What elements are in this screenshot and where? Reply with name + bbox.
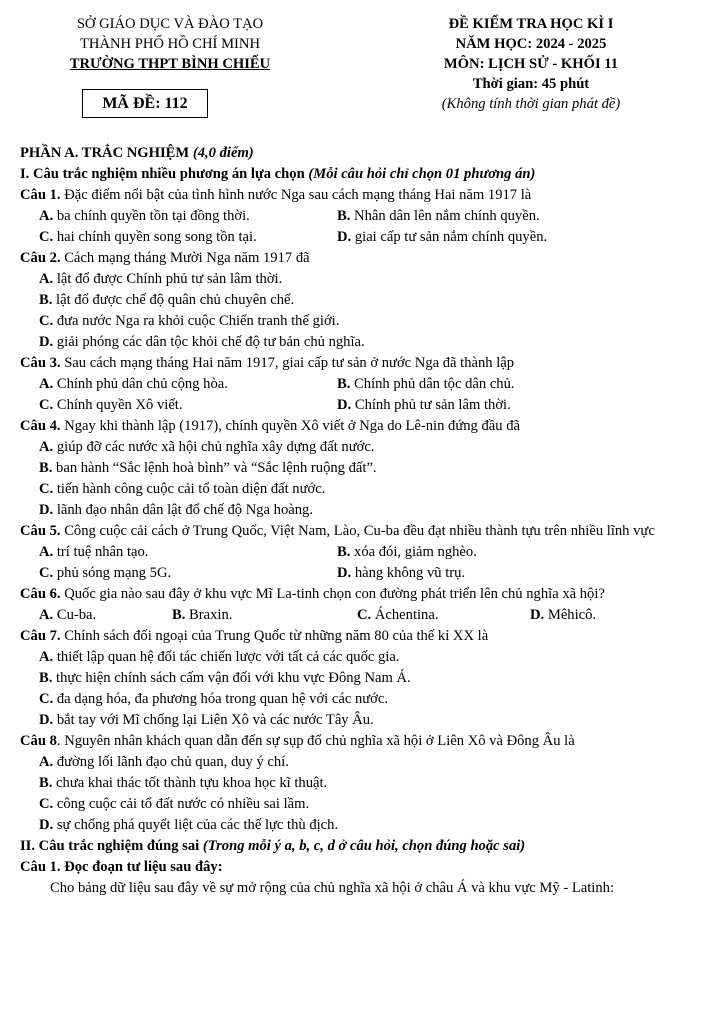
option-d: D. Chính phủ tư sản lâm thời. xyxy=(337,397,511,413)
question-number: Câu 1. xyxy=(20,859,61,875)
section-1-heading xyxy=(20,164,690,185)
exam-title: ĐỀ KIỂM TRA HỌC KÌ I xyxy=(448,16,614,32)
option-d: D. giải phóng các dân tộc khỏi chế độ tư bản chủ nghĩa. xyxy=(39,334,365,350)
option-b: B. ban hành “Sắc lệnh hoà bình” và “Sắc lệnh ruộng đất”. xyxy=(39,460,377,476)
question-2 xyxy=(20,248,690,269)
option-b: B. Braxin. xyxy=(172,607,233,623)
question-number: Câu 4. xyxy=(20,418,61,434)
question-text: Sau cách mạng tháng Hai năm 1917, giai cấp tư sản ở nước Nga đã thành lập xyxy=(60,355,515,371)
question-text: Ngay khi thành lập (1917), chính quyền Xô viết ở Nga do Lê-nin đứng đầu đã xyxy=(60,418,520,434)
question-7 xyxy=(20,626,690,647)
part-a-heading xyxy=(20,143,690,164)
option-d: D. bắt tay với Mĩ chống lại Liên Xô và các nước Tây Âu. xyxy=(39,712,374,728)
passage-text: Cho bảng dữ liệu sau đây về sự mở rộng của chủ nghĩa xã hội ở châu Á và khu vực Mỹ - Latinh: xyxy=(50,880,615,896)
section-2-heading xyxy=(20,836,690,857)
question-3 xyxy=(20,353,690,374)
section-2-question-1 xyxy=(20,857,690,878)
question-number: Câu 6. xyxy=(20,586,61,602)
question-number: Câu 3. xyxy=(20,355,61,371)
question-5 xyxy=(20,521,690,542)
department-name: SỞ GIÁO DỤC VÀ ĐÀO TẠO xyxy=(76,16,264,32)
question-4 xyxy=(20,416,690,437)
question-number: Câu 2. xyxy=(20,250,61,266)
question-6 xyxy=(20,584,690,605)
option-d: D. giai cấp tư sản nắm chính quyền. xyxy=(337,229,548,245)
part-a-title: PHẦN A. TRẮC NGHIỆM xyxy=(20,145,190,161)
question-text: Cách mạng tháng Mười Nga năm 1917 đã xyxy=(60,250,310,266)
option-row xyxy=(20,563,690,584)
option-a: A. Cu-ba. xyxy=(39,607,97,623)
option-c: C. phủ sóng mạng 5G. xyxy=(39,565,172,581)
option-b: B. Chính phủ dân tộc dân chủ. xyxy=(337,376,515,392)
option-b: B. chưa khai thác tốt thành tựu khoa học kĩ thuật. xyxy=(39,775,328,791)
option-b: B. lật đổ được chế độ quân chủ chuyên chế. xyxy=(39,292,295,308)
header-left xyxy=(20,14,320,74)
option-d: D. sự chống phá quyết liệt của các thế lực thù địch. xyxy=(39,817,339,833)
city-name: THÀNH PHỐ HỒ CHÍ MINH xyxy=(80,36,260,52)
question-1 xyxy=(20,185,690,206)
option-a: A. Chính phủ dân chủ cộng hòa. xyxy=(39,376,228,392)
option-d: D. lãnh đạo nhân dân lật đổ chế độ Nga hoàng. xyxy=(39,502,313,518)
option-b: B. xóa đói, giảm nghèo. xyxy=(337,544,477,560)
question-text: Chính sách đối ngoại của Trung Quốc từ những năm 80 của thế kỉ XX là xyxy=(60,628,489,644)
option-c: C. đưa nước Nga ra khỏi cuộc Chiến tranh thế giới. xyxy=(39,313,340,329)
option-a: A. giúp đỡ các nước xã hội chủ nghĩa xây dựng đất nước. xyxy=(39,439,375,455)
duration: Thời gian: 45 phút xyxy=(472,76,590,92)
question-number: Câu 1. xyxy=(20,187,61,203)
school-name: TRƯỜNG THPT BÌNH CHIỂU xyxy=(69,56,271,72)
option-c: C. hai chính quyền song song tồn tại. xyxy=(39,229,257,245)
option-c: C. tiến hành công cuộc cải tổ toàn diện đất nước. xyxy=(39,481,326,497)
option-row xyxy=(20,605,690,626)
exam-code-box xyxy=(82,89,208,118)
option-d: D. Mêhicô. xyxy=(530,607,597,623)
option-a: A. đường lối lãnh đạo chủ quan, duy ý chí. xyxy=(39,754,289,770)
option-a: A. thiết lập quan hệ đối tác chiến lược với tất cả các quốc gia. xyxy=(39,649,400,665)
exam-code: MÃ ĐỀ: 112 xyxy=(102,95,188,112)
part-a-points: (4,0 điểm) xyxy=(192,145,254,161)
question-number: Câu 7. xyxy=(20,628,61,644)
school-year: NĂM HỌC: 2024 - 2025 xyxy=(455,36,607,52)
option-c: C. công cuộc cải tổ đất nước có nhiều sai lầm. xyxy=(39,796,310,812)
question-text: Quốc gia nào sau đây ở khu vực Mĩ La-tinh chọn con đường phát triển lên chủ nghĩa xã hội? xyxy=(60,586,605,602)
time-note: (Không tính thời gian phát đề) xyxy=(441,96,621,112)
option-row xyxy=(20,374,690,395)
option-c: C. đa dạng hóa, đa phương hóa trong quan hệ với các nước. xyxy=(39,691,389,707)
question-number: Câu 5. xyxy=(20,523,61,539)
question-text: . Nguyên nhân khách quan dẫn đến sự sụp đổ chủ nghĩa xã hội ở Liên Xô và Đông Âu là xyxy=(56,733,575,749)
option-c: C. Áchentina. xyxy=(357,607,439,623)
option-a: A. trí tuệ nhân tạo. xyxy=(39,544,149,560)
option-c: C. Chính quyền Xô viết. xyxy=(39,397,183,413)
option-b: B. Nhân dân lên nắm chính quyền. xyxy=(337,208,540,224)
option-b: B. thực hiện chính sách cấm vận đối với khu vực Đông Nam Á. xyxy=(39,670,411,686)
question-8 xyxy=(20,731,690,752)
section-1-title: I. Câu trắc nghiệm nhiều phương án lựa chọn xyxy=(20,166,305,182)
option-row xyxy=(20,395,690,416)
header-right xyxy=(376,14,686,114)
option-row xyxy=(20,227,690,248)
option-d: D. hàng không vũ trụ. xyxy=(337,565,466,581)
subject: MÔN: LỊCH SỬ - KHỐI 11 xyxy=(443,56,619,72)
question-text: Đọc đoạn tư liệu sau đây: xyxy=(60,859,223,875)
option-a: A. ba chính quyền tồn tại đồng thời. xyxy=(39,208,250,224)
question-text: Công cuộc cải cách ở Trung Quốc, Việt Nam, Lào, Cu-ba đều đạt nhiều thành tựu trên nhiều lĩnh vực xyxy=(60,523,655,539)
section-2-note: (Trong mỗi ý a, b, c, d ở câu hỏi, chọn đúng hoặc sai) xyxy=(202,838,526,854)
exam-content xyxy=(20,143,690,899)
section-1-note: (Mỗi câu hỏi chỉ chọn 01 phương án) xyxy=(308,166,536,182)
option-row xyxy=(20,542,690,563)
option-a: A. lật đổ được Chính phủ tư sản lâm thời. xyxy=(39,271,283,287)
question-number: Câu 8 xyxy=(20,733,57,749)
option-row xyxy=(20,206,690,227)
question-text: Đặc điểm nổi bật của tình hình nước Nga sau cách mạng tháng Hai năm 1917 là xyxy=(60,187,532,203)
section-2-title: II. Câu trắc nghiệm đúng sai xyxy=(20,838,200,854)
